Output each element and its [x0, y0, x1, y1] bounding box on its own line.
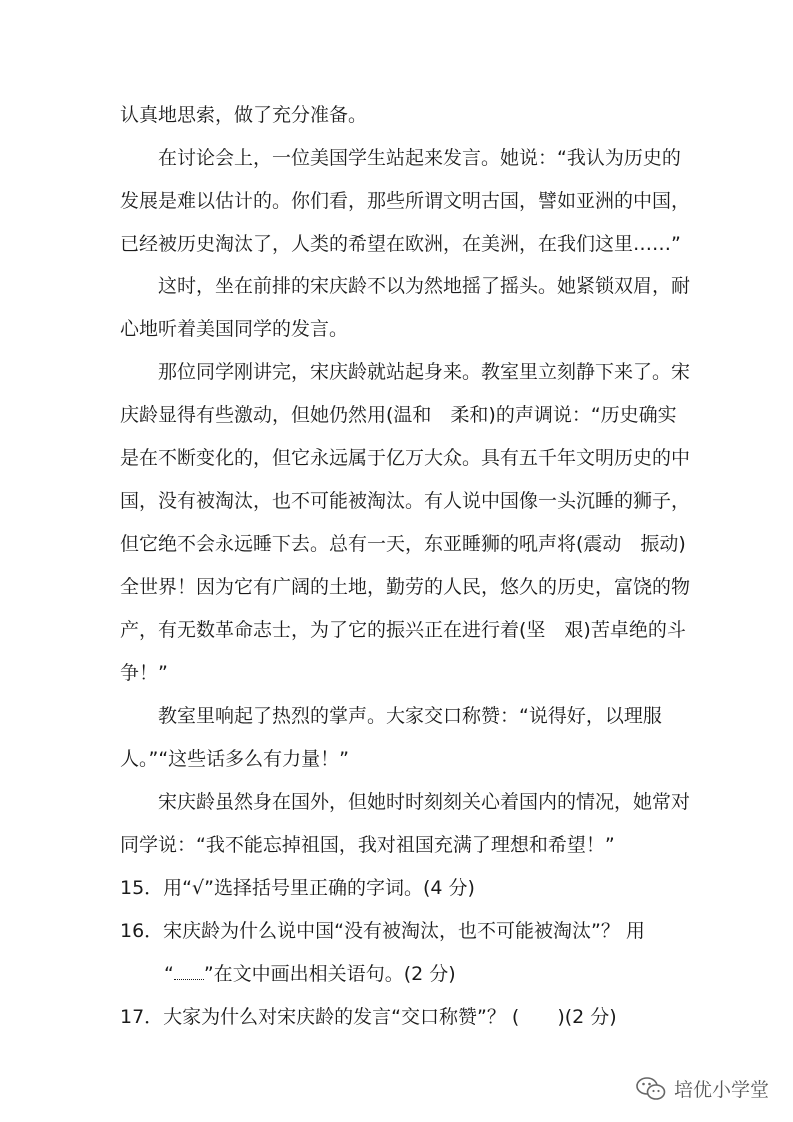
passage-line: 同学说：“我不能忘掉祖国，我对祖国充满了理想和希望！”	[120, 834, 615, 856]
passage-line: 在讨论会上，一位美国学生站起来发言。她说：“我认为历史的	[158, 147, 681, 169]
passage-line: 庆龄显得有些激动，但她仍然用(温和 柔和)的声调说：“历史确实	[120, 404, 677, 426]
passage-line: 产，有无数革命志士，为了它的振兴正在进行着(坚 艰)苦卓绝的斗	[120, 619, 686, 641]
question-16-continued	[164, 962, 456, 986]
watermark	[636, 1075, 769, 1102]
passage-line: 但它绝不会永远睡下去。总有一天，东亚睡狮的吼声将(震动 振动)	[120, 533, 686, 555]
passage-line: 那位同学刚讲完，宋庆龄就站起身来。教室里立刻静下来了。宋	[158, 361, 691, 383]
passage-line: 发展是难以估计的。你们看，那些所谓文明古国，譬如亚洲的中国，	[120, 190, 691, 212]
question-16: 16．宋庆龄为什么说中国“没有被淘汰，也不可能被淘汰”？ 用	[120, 920, 645, 942]
question-15: 15．用“√”选择括号里正确的字词。(4 分)	[120, 877, 475, 899]
watermark-text: 培优小学堂	[673, 1079, 769, 1101]
passage-line: 教室里响起了热烈的掌声。大家交口称赞：“说得好，以理服	[158, 705, 662, 727]
passage-line: 是在不断变化的，但它永远属于亿万大众。具有五千年文明历史的中	[120, 447, 691, 469]
passage-line: 这时，坐在前排的宋庆龄不以为然地摇了摇头。她紧锁双眉，耐	[158, 275, 691, 297]
passage-line: 已经被历史淘汰了，人类的希望在欧洲，在美洲，在我们这里……”	[120, 233, 681, 255]
question-16-instruction: ”在文中画出相关语句。(2 分)	[203, 963, 456, 985]
wechat-icon	[636, 1076, 666, 1102]
passage-line: 争！”	[120, 662, 168, 684]
passage-line: 全世界！因为它有广阔的土地，勤劳的人民，悠久的历史，富饶的物	[120, 576, 691, 598]
passage-line: 国，没有被淘汰，也不可能被淘汰。有人说中国像一头沉睡的狮子，	[120, 490, 691, 512]
wavy-underline-symbol	[174, 965, 204, 980]
passage-line: 人。”“这些话多么有力量！”	[120, 748, 350, 770]
passage-line: 心地听着美国同学的发言。	[120, 318, 349, 340]
passage-line: 认真地思索，做了充分准备。	[120, 104, 368, 126]
question-16-quote-open: “	[164, 963, 174, 985]
question-17: 17．大家为什么对宋庆龄的发言“交口称赞”？ ( )(2 分)	[120, 1006, 617, 1028]
passage-line: 宋庆龄虽然身在国外，但她时时刻刻关心着国内的情况，她常对	[158, 791, 691, 813]
